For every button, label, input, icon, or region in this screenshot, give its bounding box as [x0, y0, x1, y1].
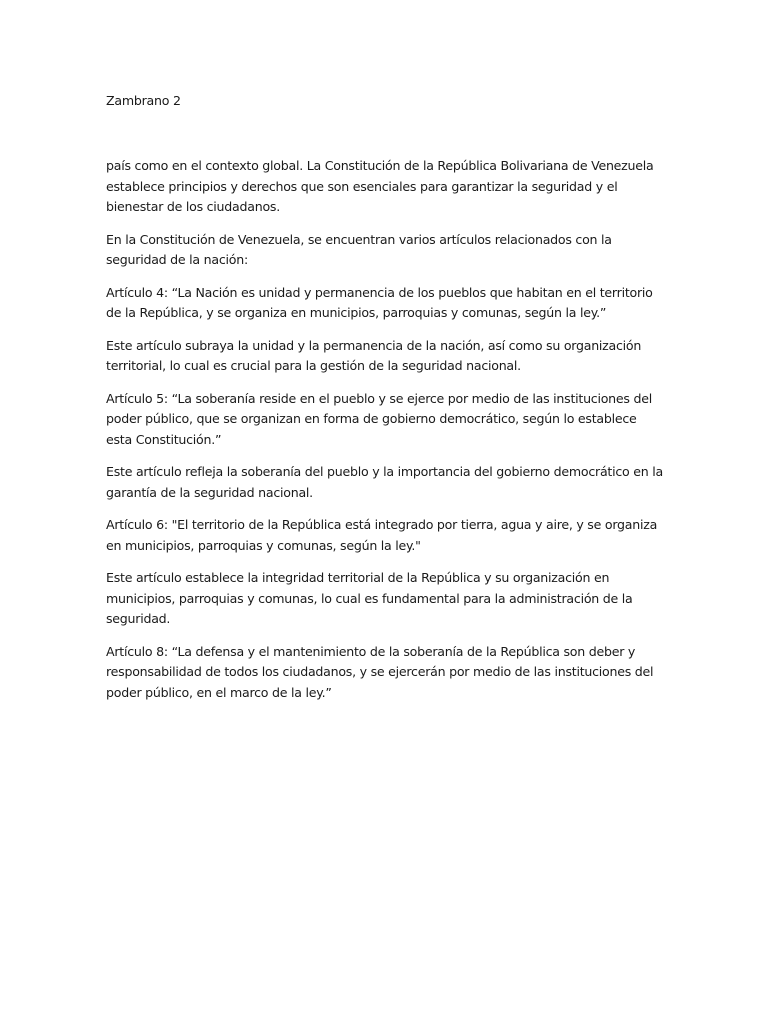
paragraph-intro-continuation: país como en el contexto global. La Constitución de la República Bolivariana de Venezuela establece principios y derechos que son esenciales para garantizar la seguridad y el bienestar de los ciudadanos. — [106, 158, 654, 214]
paragraph-article-4-comment: Este artículo subraya la unidad y la permanencia de la nación, así como su organización territorial, lo cual es crucial para la gestión de la seguridad nacional. — [106, 337, 642, 373]
paragraph-articles-intro: En la Constitución de Venezuela, se encuentran varios artículos relacionados con la seguridad de la nación: — [106, 231, 612, 267]
paragraph-article-5: Artículo 5: “La soberanía reside en el pueblo y se ejerce por medio de las instituciones del poder público, que se organizan en forma de gobierno democrático, según lo establece esta Constitución.” — [106, 390, 652, 447]
paragraph-article-8: Artículo 8: “La defensa y el mantenimiento de la soberanía de la República son deber y responsabilidad de todos los ciudadanos, y se ejercerán por medio de las instituciones del poder público, en el marco de la ley.” — [106, 643, 654, 700]
paragraph-article-6: Artículo 6: "El territorio de la República está integrado por tierra, agua y aire, y se organiza en municipios, parroquias y comunas, según la ley." — [106, 517, 658, 553]
paragraph-article-4: Artículo 4: “La Nación es unidad y permanencia de los pueblos que habitan en el territorio de la República, y se organiza en municipios, parroquias y comunas, según la ley.” — [106, 284, 653, 320]
paragraph-article-6-comment: Este artículo establece la integridad territorial de la República y su organización en municipios, parroquias y comunas, lo cual es fundamental para la administración de la seguridad. — [106, 570, 633, 626]
running-head: Zambrano 2 — [106, 93, 181, 108]
document-body — [106, 156, 666, 715]
paragraph-article-5-comment: Este artículo refleja la soberanía del pueblo y la importancia del gobierno democrático en la garantía de la seguridad nacional. — [106, 464, 663, 500]
